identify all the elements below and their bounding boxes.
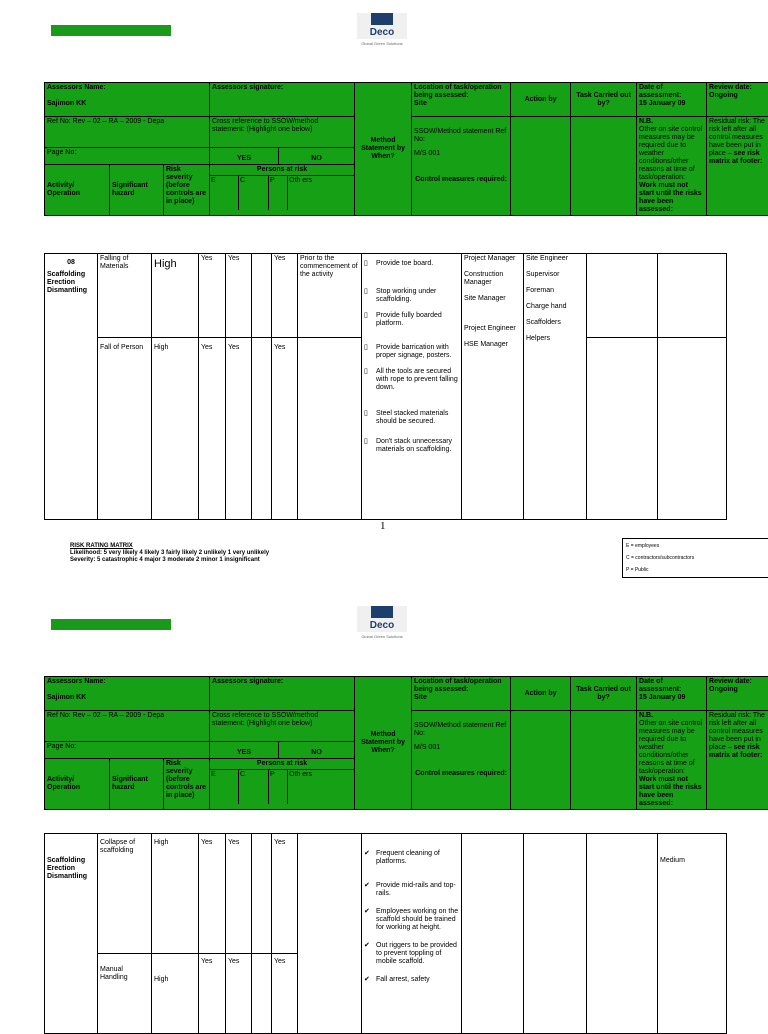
table-row: Manual Handling (98, 954, 152, 1034)
table-row: Fall of Person (98, 338, 152, 520)
persons-legend: E = employees C = contractors/subcontractors P = Public (622, 538, 768, 578)
company-logo (357, 606, 407, 645)
risk-table-2: Scaffolding Erection Dismantling Collapse of scaffolding High Yes Yes Yes ✔ Frequent cleaning of platforms. ✔ Provide mid-rails and top-rails. ✔ Employees working on the scaffold should be trained for working at height. ✔ Out riggers to be provided to prevent toppling of mobile scaffold. ✔ Fall arrest, safety Medium Manual Handling High Yes Yes Yes (44, 833, 727, 1034)
svg-text:Deco: Deco (369, 27, 395, 38)
svg-text:Global Green Solutions: Global Green Solutions (361, 634, 403, 639)
green-bar (51, 25, 171, 36)
table-row: Collapse of scaffolding (98, 834, 152, 954)
table-row: Falling of Materials (98, 254, 152, 338)
company-logo (357, 13, 407, 52)
svg-text:Deco: Deco (369, 620, 395, 631)
svg-text:Global Green Solutions: Global Green Solutions (361, 41, 403, 46)
risk-table-1: 08 Scaffolding Erection Dismantling Falling of Materials High Yes Yes Yes Prior to the commencement of the activity ▯ Provide toe board. ▯ Stop working under scaffolding. ▯ Provide fully boarded platform. ▯ Provide barrication with proper signage, posters. ▯ All the tools are secured with rope to prevent falling down. ▯ Steel stacked materials should be secured. ▯ Don't stack unnecessary materials on scaffolding. Project Manager Construction Manager Site Manager Project Engineer HSE Manager Site Engineer Supervisor Foreman Charge hand Scaffolders Helpers Fall of Person High Yes Yes Yes (44, 253, 727, 520)
page-number: 1 (380, 520, 386, 532)
green-bar (51, 619, 171, 630)
header-table: Assessors Name: Sajimon KK Assessors signature: Method Statement by When? Location of task/operation being assessed: Site Action by Task Carried out by? Date of assessment: 15 January 09 Review date: Ongoing Ref No: Rev – 02 – RA – 2009 - Depa Cross reference to SSOW/method statement: (Highlight one below) SSOW/Method statement Ref No: M/S 001 Control measures required: N.B. Other on site control measures may be required due to weather conditions/other reasons at time of task/operation: Work must not start until the risks have been assessed: Residual risk: The risk left after all control measures have been put in place – see risk matrix at footer: Page No: YES NO Activity/ Operation Significant hazard Risk severity (before controls are in place) Persons at risk E C P Oth ers (44, 82, 768, 216)
risk-matrix: RISK RATING MATRIX Likelihood: 5 very likely 4 likely 3 fairly likely 2 unlikely 1 very unlikely Severity: 5 catastrophic 4 major 3 moderate 2 minor 1 insignificant (70, 543, 270, 563)
header-table: Assessors Name: Sajimon KK Assessors signature: Method Statement by When? Location of task/operation being assessed: Site Action by Task Carried out by? Date of assessment: 15 January 09 Review date: Ongoing Ref No: Rev – 02 – RA – 2009 - Depa Cross reference to SSOW/method statement: (Highlight one below) SSOW/Method statement Ref No: M/S 001 Control measures required: N.B. Other on site control measures may be required due to weather conditions/other reasons at time of task/operation: Work must not start until the risks have been assessed: Residual risk: The risk left after all control measures have been put in place – see risk matrix at footer: Page No: YES NO Activity/ Operation Significant hazard Risk severity (before controls are in place) Persons at risk E C P Oth ers (44, 676, 768, 810)
